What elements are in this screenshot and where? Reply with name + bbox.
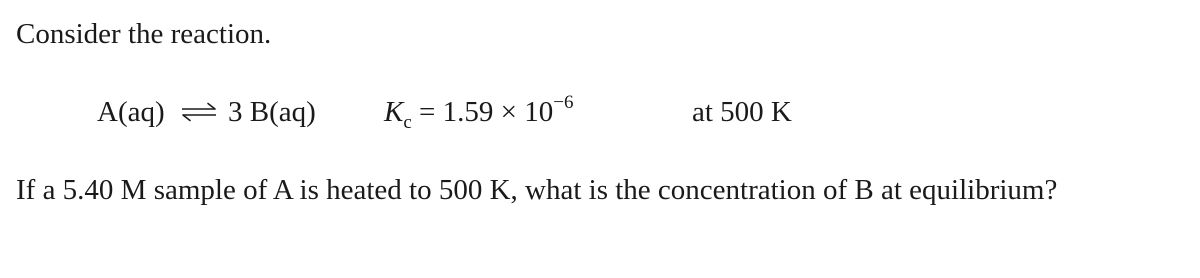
reactant: A(aq) — [97, 96, 165, 128]
kc-symbol: K — [384, 96, 404, 128]
product: 3 B(aq) — [228, 96, 316, 128]
intro-text: Consider the reaction. — [16, 18, 272, 50]
equilibrium-arrows-icon — [179, 102, 219, 122]
kc-exponent: −6 — [553, 92, 574, 113]
kc-subscript: c — [403, 112, 412, 133]
equilibrium-constant — [384, 92, 573, 136]
kc-mantissa: 1.59 × 10 — [442, 96, 554, 128]
kc-equals: = — [411, 96, 443, 128]
question-text: If a 5.40 M sample of A is heated to 500 K, what is the concentration of B at equilibrium? — [16, 174, 1058, 206]
temperature-label: at 500 K — [692, 96, 792, 128]
